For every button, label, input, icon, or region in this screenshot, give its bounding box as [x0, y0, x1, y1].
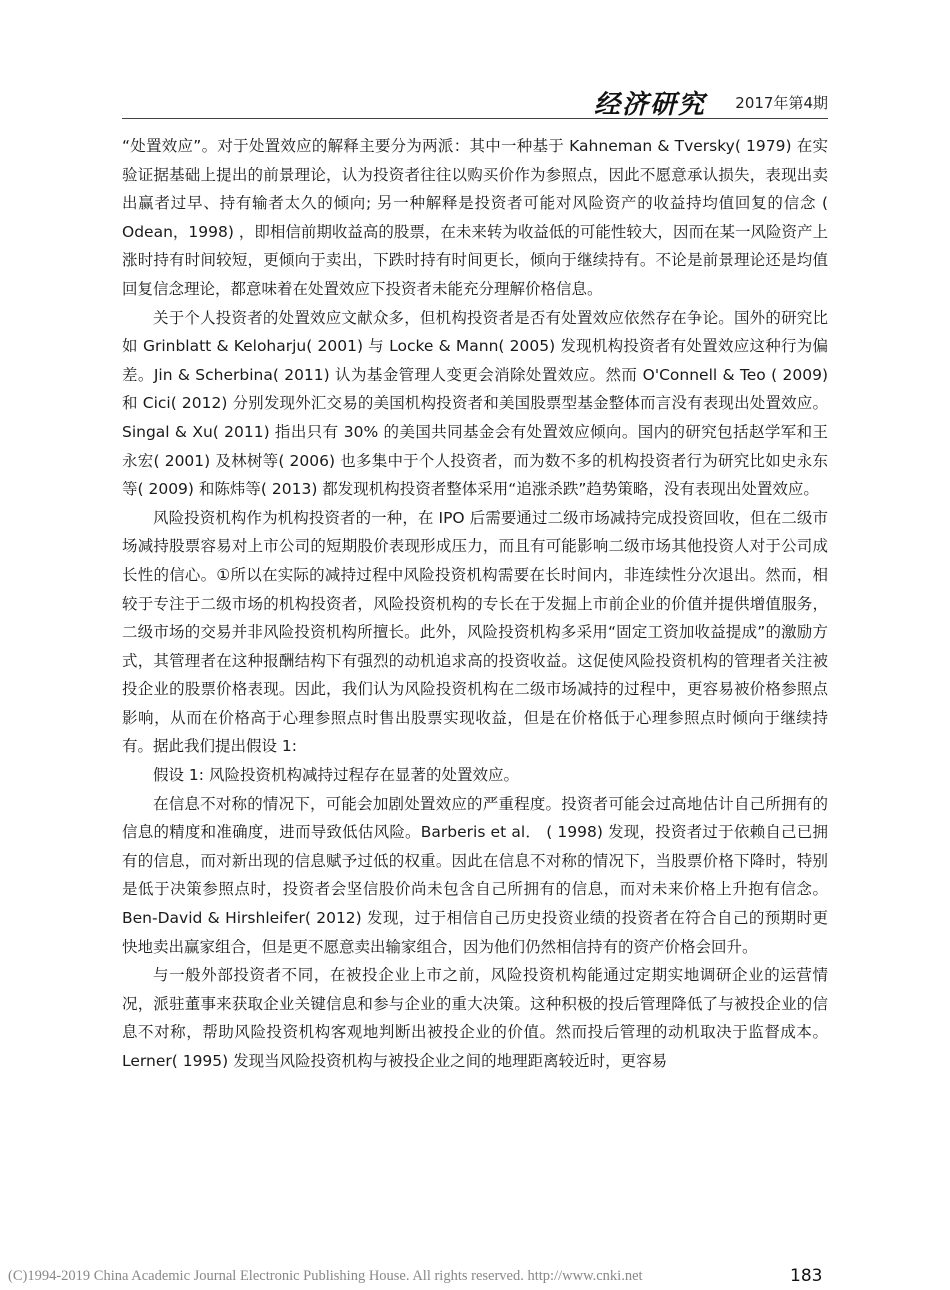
header-rule — [122, 118, 828, 119]
paragraph: 关于个人投资者的处置效应文献众多，但机构投资者是否有处置效应依然存在争论。国外的研究比如 Grinblatt & Keloharju( 2001) 与 Locke & Mann( 2005) 发现机构投资者有处置效应这种行为偏差。Jin & Scherbina( 2011) 认为基金管理人变更会消除处置效应。然而 O'Connell & Teo ( 2009) 和 Cici( 2012) 分别发现外汇交易的美国机构投资者和美国股票型基金整体而言没有表现出处置效应。Singal & Xu( 2011) 指出只有 30% 的美国共同基金会有处置效应倾向。国内的研究包括赵学军和王永宏( 2001) 及林树等( 2006) 也多集中于个人投资者，而为数不多的机构投资者行为研究比如史永东等( 2009) 和陈炜等( 2013) 都发现机构投资者整体采用“追涨杀跌”趋势策略，没有表现出处置效应。 — [122, 308, 828, 499]
page-header — [122, 84, 828, 118]
page-number: 183 — [790, 1266, 823, 1286]
paragraph: 风险投资机构作为机构投资者的一种，在 IPO 后需要通过二级市场减持完成投资回收，但在二级市场减持股票容易对上市公司的短期股价表现形成压力，而且有可能影响二级市场其他投资人对于公司成长性的信心。①所以在实际的减持过程中风险投资机构需要在长时间内，非连续性分次退出。然而，相较于专注于二级市场的机构投资者，风险投资机构的专长在于发掘上市前企业的价值并提供增值服务，二级市场的交易并非风险投资机构所擅长。此外，风险投资机构多采用“固定工资加收益提成”的激励方式，其管理者在这种报酬结构下有强烈的动机追求高的投资收益。这促使风险投资机构的管理者关注被投企业的股票价格表现。因此，我们认为风险投资机构在二级市场减持的过程中，更容易被价格参照点影响，从而在价格高于心理参照点时售出股票实现收益，但是在价格低于心理参照点时倾向于继续持有。据此我们提出假设 1: — [122, 508, 828, 756]
issue-label: 2017年第4期 — [735, 94, 828, 112]
article-body — [122, 132, 828, 1076]
paragraph: 与一般外部投资者不同，在被投企业上市之前，风险投资机构能通过定期实地调研企业的运营情况，派驻董事来获取企业关键信息和参与企业的重大决策。这种积极的投后管理降低了与被投企业的信息不对称，帮助风险投资机构客观地判断出被投企业的价值。然而投后管理的动机取决于监督成本。Lerner( 1995) 发现当风险投资机构与被投企业之间的地理距离较近时，更容易 — [122, 966, 828, 1070]
copyright-notice: (C)1994-2019 China Academic Journal Electronic Publishing House. All rights reserved. http://www.cnki.net — [8, 1268, 643, 1284]
journal-logo: 经济研究 — [593, 90, 706, 120]
paragraph: 在信息不对称的情况下，可能会加剧处置效应的严重程度。投资者可能会过高地估计自己所拥有的信息的精度和准确度，进而导致低估风险。Barberis et al． ( 1998) 发现，投资者过于依赖自己已拥有的信息，而对新出现的信息赋予过低的权重。因此在信息不对称的情况下，当股票价格下降时，特别是低于决策参照点时，投资者会坚信股价尚未包含自己所拥有的信息，而对未来价格上升抱有信念。Ben-David & Hirshleifer( 2012) 发现，过于相信自己历史投资业绩的投资者在符合自己的预期时更快地卖出赢家组合，但是更不愿意卖出输家组合，因为他们仍然相信持有的资产价格会回升。 — [122, 794, 828, 956]
page-footer — [0, 1266, 950, 1290]
paragraph: “处置效应”。对于处置效应的解释主要分为两派：其中一种基于 Kahneman & Tversky( 1979) 在实验证据基础上提出的前景理论，认为投资者往往以购买价作为参照点，因此不愿意承认损失，表现出卖出赢者过早、持有输者太久的倾向; 另一种解释是投资者可能对风险资产的收益持均值回复的信念 ( Odean，1998) ，即相信前期收益高的股票，在未来转为收益低的可能性较大，因而在某一风险资产上涨时持有时间较短，更倾向于卖出，下跌时持有时间更长，倾向于继续持有。不论是前景理论还是均值回复信念理论，都意味着在处置效应下投资者未能充分理解价格信息。 — [122, 137, 828, 298]
hypothesis-1: 假设 1: 风险投资机构减持过程存在显著的处置效应。 — [153, 766, 519, 785]
